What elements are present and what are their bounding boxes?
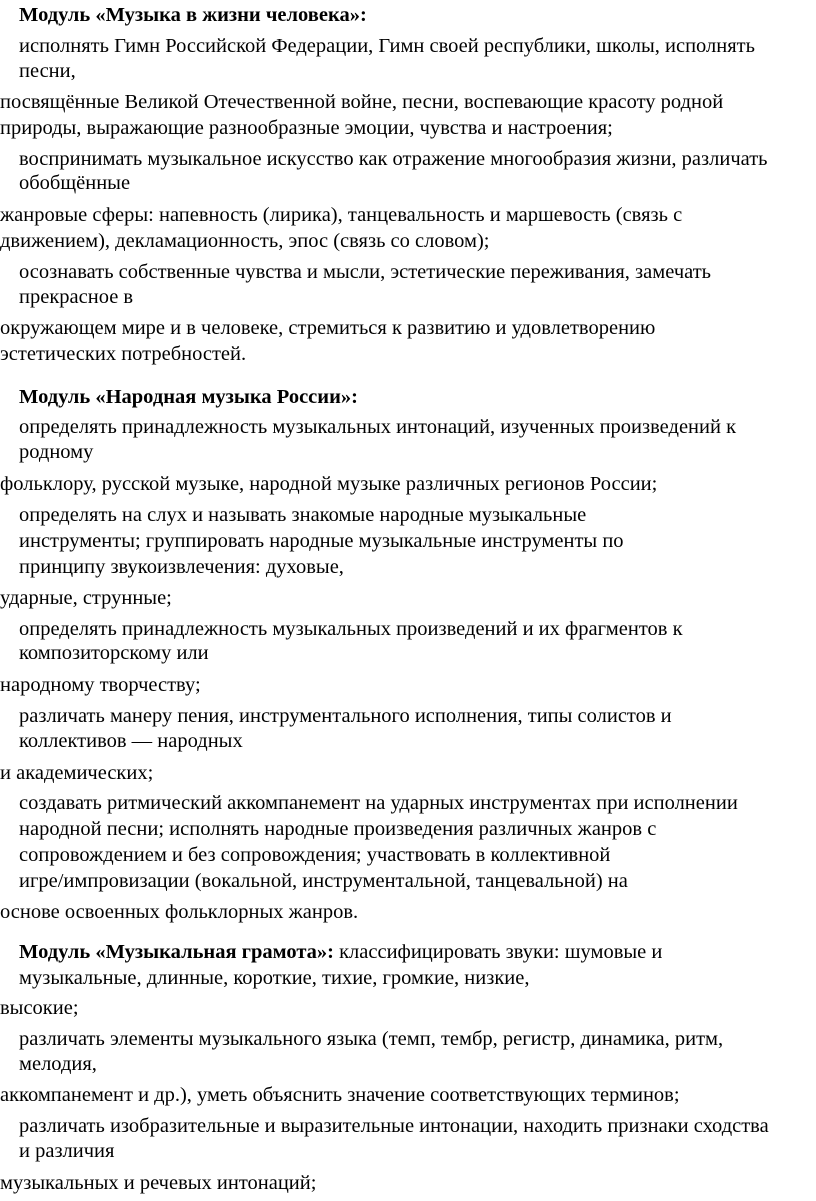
- text-segment: определять принадлежность музыкальных интонаций, изученных произведений к: [19, 416, 737, 438]
- text-segment: основе освоенных фольклорных жанров.: [0, 901, 359, 923]
- text-segment: классифицировать звуки: шумовые и: [333, 941, 663, 963]
- bold-text: Модуль «Музыкальная грамота»:: [19, 941, 334, 963]
- text-segment: принципу звукоизвлечения: духовые,: [19, 556, 344, 578]
- text-line: [19, 1052, 97, 1076]
- text-segment: композиторскому или: [19, 642, 209, 664]
- text-line: [19, 1114, 769, 1138]
- text-segment: высокие;: [0, 997, 79, 1019]
- text-line: [0, 586, 172, 610]
- text-segment: прекрасное в: [19, 286, 134, 308]
- text-line: [19, 1139, 114, 1163]
- text-segment: определять на слух и называть знакомые народные музыкальные: [19, 504, 587, 526]
- text-segment: посвящённые Великой Отечественной войне, песни, воспевающие красоту родной: [0, 91, 724, 113]
- text-segment: музыкальные, длинные, короткие, тихие, громкие, низкие,: [19, 967, 530, 989]
- text-segment: окружающем мире и в человеке, стремиться к развитию и удовлетворению: [0, 317, 656, 339]
- text-line: [19, 966, 530, 990]
- text-line: [19, 817, 656, 841]
- text-line: [19, 843, 610, 867]
- text-segment: и различия: [19, 1140, 115, 1162]
- text-segment: музыкальных и речевых интонаций;: [0, 1172, 317, 1194]
- text-segment: обобщённые: [19, 172, 131, 194]
- text-line: [19, 555, 344, 579]
- text-line: [19, 729, 243, 753]
- text-line: [0, 229, 490, 253]
- text-segment: аккомпанемент и др.), уметь объяснить значение соответствующих терминов;: [0, 1084, 680, 1106]
- bold-text: Модуль «Музыка в жизни человека»:: [19, 4, 367, 26]
- text-line: [0, 316, 655, 340]
- text-line: [19, 34, 755, 58]
- text-line: [0, 90, 723, 114]
- text-line: [19, 260, 711, 284]
- text-segment: различать изобразительные и выразительные интонации, находить признаки сходства: [19, 1115, 769, 1137]
- text-segment: народной песни; исполнять народные произведения различных жанров с: [19, 818, 657, 840]
- text-line: [19, 285, 133, 309]
- text-segment: инструменты; группировать народные музыкальные инструменты по: [19, 530, 624, 552]
- text-line: [0, 761, 153, 785]
- text-line: [19, 1027, 723, 1051]
- text-line: [19, 791, 738, 815]
- text-line: [0, 673, 201, 697]
- text-line: [19, 440, 93, 464]
- text-line: [0, 1083, 680, 1107]
- text-segment: различать манеру пения, инструментального исполнения, типы солистов и: [19, 705, 672, 727]
- text-line: [0, 203, 682, 227]
- text-segment: сопровождением и без сопровождения; участвовать в коллективной: [19, 844, 611, 866]
- text-segment: жанровые сферы: напевность (лирика), танцевальность и маршевость (связь с: [0, 204, 683, 226]
- text-segment: и академических;: [0, 762, 154, 784]
- bold-text: Модуль «Народная музыка России»:: [19, 386, 358, 408]
- text-line: [19, 503, 586, 527]
- text-line: [0, 342, 246, 366]
- text-segment: эстетических потребностей.: [0, 343, 247, 365]
- text-segment: создавать ритмический аккомпанемент на ударных инструментах при исполнении: [19, 792, 738, 814]
- text-segment: природы, выражающие разнообразные эмоции, чувства и настроения;: [0, 117, 613, 139]
- text-line: [19, 869, 628, 893]
- text-line: [0, 116, 613, 140]
- text-segment: родному: [19, 441, 94, 463]
- text-line: [0, 996, 79, 1020]
- text-line: [0, 1171, 316, 1195]
- text-line: [0, 900, 358, 924]
- text-segment: песни,: [19, 60, 76, 82]
- text-line: [19, 641, 209, 665]
- text-segment: исполнять Гимн Российской Федерации, Гимн своей республики, школы, исполнять: [19, 35, 755, 57]
- text-segment: мелодия,: [19, 1053, 97, 1075]
- text-line: [19, 529, 624, 553]
- module-heading-music-in-life: [19, 3, 367, 27]
- text-segment: осознавать собственные чувства и мысли, эстетические переживания, замечать: [19, 261, 712, 283]
- text-line: [19, 171, 130, 195]
- text-segment: игре/импровизации (вокальной, инструментальной, танцевальной) на: [19, 870, 628, 892]
- text-segment: определять принадлежность музыкальных произведений и их фрагментов к: [19, 618, 683, 640]
- text-line: [19, 59, 76, 83]
- text-segment: коллективов — народных: [19, 730, 243, 752]
- text-line: [19, 147, 768, 171]
- text-segment: воспринимать музыкальное искусство как отражение многообразия жизни, различать: [19, 148, 768, 170]
- text-segment: ударные, струнные;: [0, 587, 172, 609]
- text-line: [19, 617, 683, 641]
- text-segment: народному творчеству;: [0, 674, 201, 696]
- text-segment: различать элементы музыкального языка (темп, тембр, регистр, динамика, ритм,: [19, 1028, 724, 1050]
- text-line: [0, 472, 657, 496]
- text-segment: фольклору, русской музыке, народной музыке различных регионов России;: [0, 473, 658, 495]
- text-line: [19, 704, 672, 728]
- module-heading-folk-music: [19, 385, 358, 409]
- text-line: [19, 415, 736, 439]
- text-segment: движением), декламационность, эпос (связь со словом);: [0, 230, 490, 252]
- module-heading-music-literacy: [19, 940, 662, 964]
